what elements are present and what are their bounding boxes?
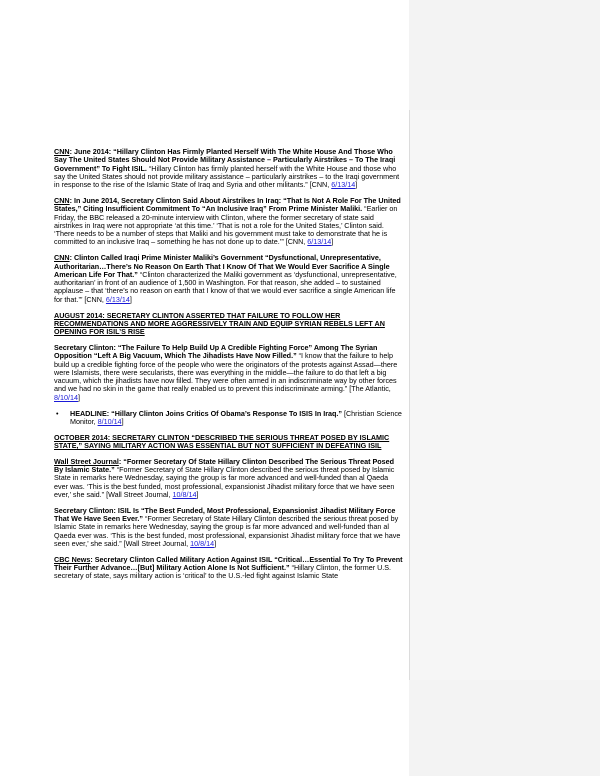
entry-paragraph — [54, 197, 404, 247]
entry-paragraph — [54, 507, 404, 548]
entry-headline: Secretary Clinton: “The Failure To Help Build Up A Credible Fighting Force” Among The Syrian Opposition “Left A Big Vacuum, Which The Jihadists Have Now Filled.” — [54, 342, 378, 361]
source-name: CNN — [54, 195, 70, 205]
entry-headline: : Clinton Called Iraqi Prime Minister Maliki’s Government “Dysfunctional, Unrepresentative, Authoritarian…There’s No Reason On Earth That I Know Of That We Would Ever Sacrifice A Single American Life For That.” — [54, 253, 390, 279]
bullet-dot-icon: • — [56, 408, 59, 418]
citation-link[interactable]: 10/8/14 — [172, 489, 197, 499]
entry-headline: Secretary Clinton: ISIL Is “The Best Funded, Most Professional, Expansionist Jihadist Military Force That We Have Seen Ever.” — [54, 505, 396, 523]
entry-body: “Hillary Clinton has firmly planted herself with the White House and those who say the United States should not provide military assistance – particularly airstrikes – to the Iraqi government in response to the rise of the Islamic State of Iraq and Syria and other militants.” [CNN, — [54, 163, 400, 190]
entry-headline: : “Former Secretary Of State Hillary Clinton Described The Serious Threat Posed By Islamic State.” — [54, 456, 395, 474]
bullet-body: [Christian Science Monitor, — [70, 408, 402, 426]
entry-body: “Former Secretary of State Hillary Clinton described the serious threat posed by Islamic State in remarks here Wednesday, saying the group is far more advanced and well-funded than al Qaeda ever was. ‘This is the best funded, most professional, expansionist Jihadist military force that we have seen ever,’ she said.” [Wall Street Journal, — [54, 513, 401, 548]
comment-pane-sheet — [409, 110, 600, 680]
citation-close: ] — [355, 180, 358, 190]
entry-body: “I know that the failure to help build up a credible fighting force of the people who were the originators of the protests against Assad—there were Islamists, there were secularists, there was everything in the middle—the failure to do that left a big vacuum, which the jihadists have now filled. They were often armed in an indiscriminate way by other forces and we had no skin in the game that really enabled us to prevent this indiscriminate arming.” [The Atlantic, — [54, 351, 398, 394]
source-name: CNN — [54, 253, 70, 263]
entry-body: “Hillary Clinton, the former U.S. secretary of state, says military action is ‘critical’ to the U.S.-led fight against Islamic State — [54, 562, 392, 581]
citation-close: ] — [214, 538, 217, 548]
section-heading: AUGUST 2014: SECRETARY CLINTON ASSERTED THAT FAILURE TO FOLLOW HER RECOMMENDATIONS AND MORE AGGRESSIVELY TRAIN AND EQUIP SYRIAN REBELS LEFT AN OPENING FOR ISIL’S RISE — [54, 310, 385, 337]
entry-paragraph — [54, 148, 404, 189]
entry-body: “Clinton characterized the Maliki government as ‘dysfunctional, unrepresentative, authoritarian’ in front of an audience of 1,500 in Washington. For that reason, she added – to sustained applause – that ‘there’s no reason on earth that I know of that we would ever sacrifice a single American life for that.’” [CNN, — [54, 269, 397, 304]
entry-headline: : June 2014: “Hillary Clinton Has Firmly Planted Herself With The White House And Those Who Say The United States Should Not Provide Military Assistance – Particularly Airstrikes – To The Iraqi Government” To Fight ISIL. — [54, 147, 396, 173]
citation-close: ] — [129, 294, 132, 304]
citation-close: ] — [196, 489, 199, 499]
entry-body: “Earlier on Friday, the BBC released a 20-minute interview with Clinton, where the former secretary of state said airstrikes in Iraq were not appropriate ‘at this time.’ ‘That is not a role for the United States,’ Clinton said. ‘There needs to be a number of steps that Maliki and his government must take to demonstrate that he is committed to an inclusive Iraq – something he has not done up to date.’” [CNN, — [54, 204, 398, 247]
citation-link[interactable]: 8/10/14 — [97, 416, 122, 426]
citation-link[interactable]: 6/13/14 — [105, 294, 130, 304]
citation-link[interactable]: 6/13/14 — [331, 180, 356, 190]
entry-paragraph — [54, 458, 404, 499]
bullet-item — [54, 410, 404, 427]
entry-body: “Former Secretary of State Hillary Clinton described the serious threat posed by Islamic State in remarks here Wednesday, saying the group is far more advanced and well-funded than al Qaeda ever was. ‘This is the best funded, most professional, expansionist Jihadist military force that we have seen ever,’ she said.” [Wall Street Journal, — [54, 465, 395, 499]
entry-paragraph — [54, 556, 404, 581]
section-heading: OCTOBER 2014: SECRETARY CLINTON “DESCRIBED THE SERIOUS THREAT POSED BY ISLAMIC STATE,” SAYING MILITARY ACTION WAS ESSENTIAL BUT NOT SUFFICIENT IN DEFEATING ISIL — [54, 432, 390, 450]
citation-close: ] — [331, 237, 334, 247]
entry-headline: : In June 2014, Secretary Clinton Said About Airstrikes In Iraq: “That Is Not A Role For The United States,” Citing Insufficient Commitment To “An Inclusive Iraq” From Prime Minister Maliki. — [54, 195, 401, 214]
entry-headline: : Secretary Clinton Called Military Action Against ISIL “Critical…Essential To Try To Prevent Their Further Advance…[But] Military Action Alone Is Not Sufficient.” — [54, 554, 403, 572]
citation-link[interactable]: 8/10/14 — [54, 392, 78, 402]
comment-pane — [409, 0, 600, 776]
bullet-headline: HEADLINE: “Hillary Clinton Joins Critics Of Obama’s Response To ISIS In Iraq.” — [70, 408, 342, 418]
bullet-text — [70, 410, 404, 427]
citation-link[interactable]: 6/13/14 — [307, 237, 332, 247]
source-name: CBC News — [54, 554, 91, 564]
source-name: Wall Street Journal — [54, 456, 119, 466]
citation-close: ] — [77, 392, 80, 402]
citation-close: ] — [121, 416, 124, 426]
citation-link[interactable]: 10/8/14 — [190, 538, 215, 548]
document-body — [54, 148, 404, 588]
source-name: CNN — [54, 147, 70, 156]
entry-paragraph — [54, 254, 404, 304]
entry-paragraph — [54, 344, 404, 402]
